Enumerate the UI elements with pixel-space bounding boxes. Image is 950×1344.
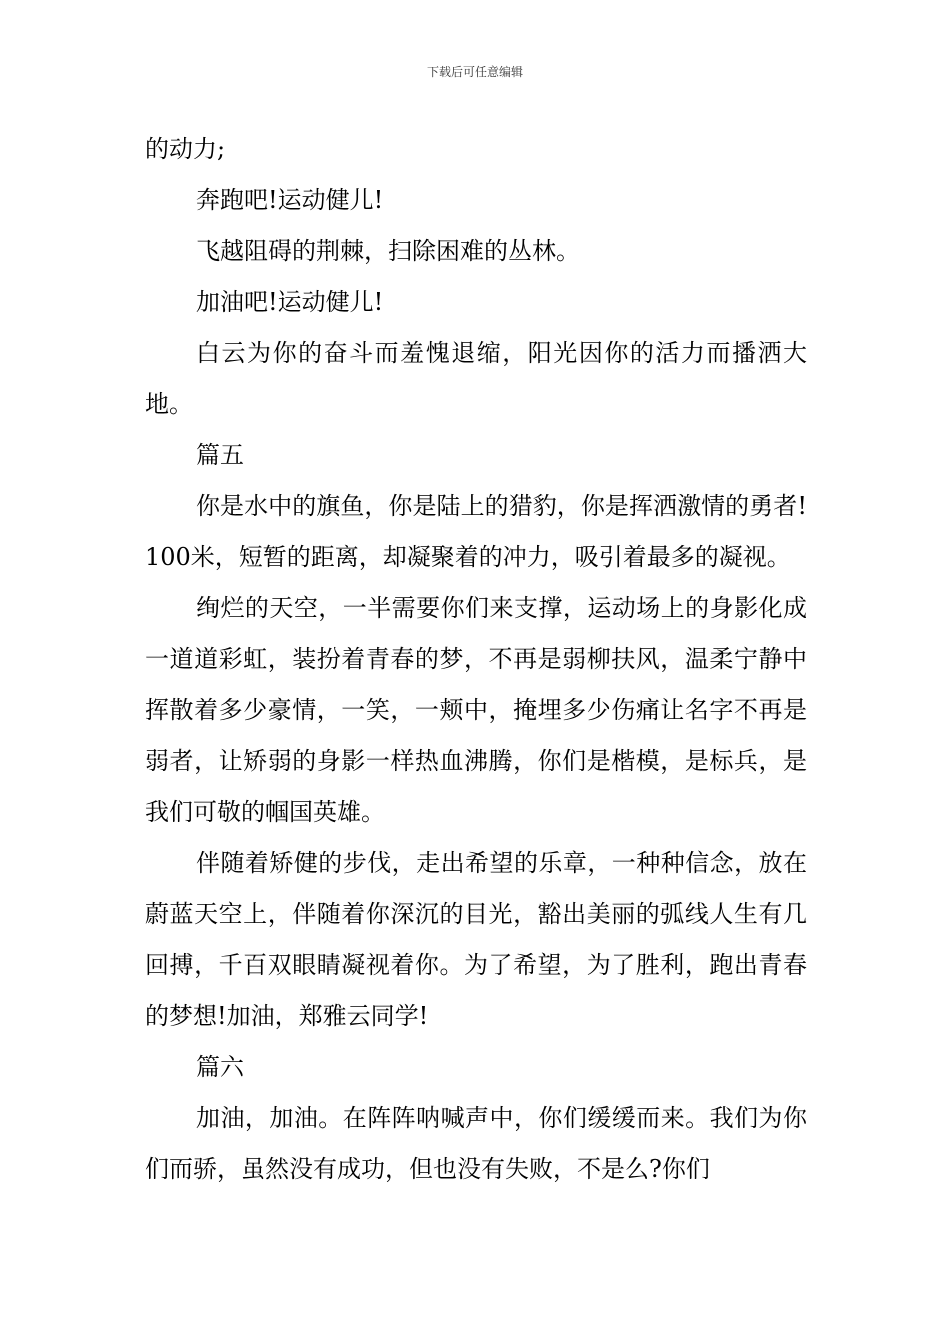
paragraph: 飞越阻碍的荆棘，扫除困难的丛林。	[196, 237, 580, 265]
paragraph: 伴随着矫健的步伐，走出希望的乐章，一种种信念，放在蔚蓝天空上，伴随着你深沉的目光，豁出美丽的弧线人生有几回搏，千百双眼睛凝视着你。为了希望，为了胜利，跑出青春的梦想!加油，郑雅云同学!	[145, 849, 807, 1030]
section-heading: 篇六	[196, 1053, 244, 1081]
document-body	[145, 124, 807, 1195]
paragraph: 绚烂的天空，一半需要你们来支撑，运动场上的身影化成一道道彩虹，装扮着青春的梦，不再是弱柳扶风，温柔宁静中挥散着多少豪情，一笑，一颊中，掩埋多少伤痛让名字不再是弱者，让矫弱的身影一样热血沸腾，你们是楷模，是标兵，是我们可敬的帼国英雄。	[145, 594, 807, 826]
paragraph: 奔跑吧!运动健儿!	[196, 186, 384, 214]
page-header: 下载后可任意编辑	[426, 65, 523, 79]
paragraph: 加油吧!运动健儿!	[196, 288, 384, 316]
paragraph: 白云为你的奋斗而羞愧退缩，阳光因你的活力而播洒大地。	[145, 339, 807, 418]
section-heading: 篇五	[196, 441, 244, 469]
paragraph: 加油，加油。在阵阵呐喊声中，你们缓缓而来。我们为你们而骄，虽然没有成功，但也没有失败，不是么?你们	[145, 1104, 807, 1183]
paragraph: 你是水中的旗鱼，你是陆上的猎豹，你是挥洒激情的勇者!100米，短暂的距离，却凝聚着的冲力，吸引着最多的凝视。	[145, 492, 807, 571]
paragraph: 的动力;	[145, 135, 226, 163]
